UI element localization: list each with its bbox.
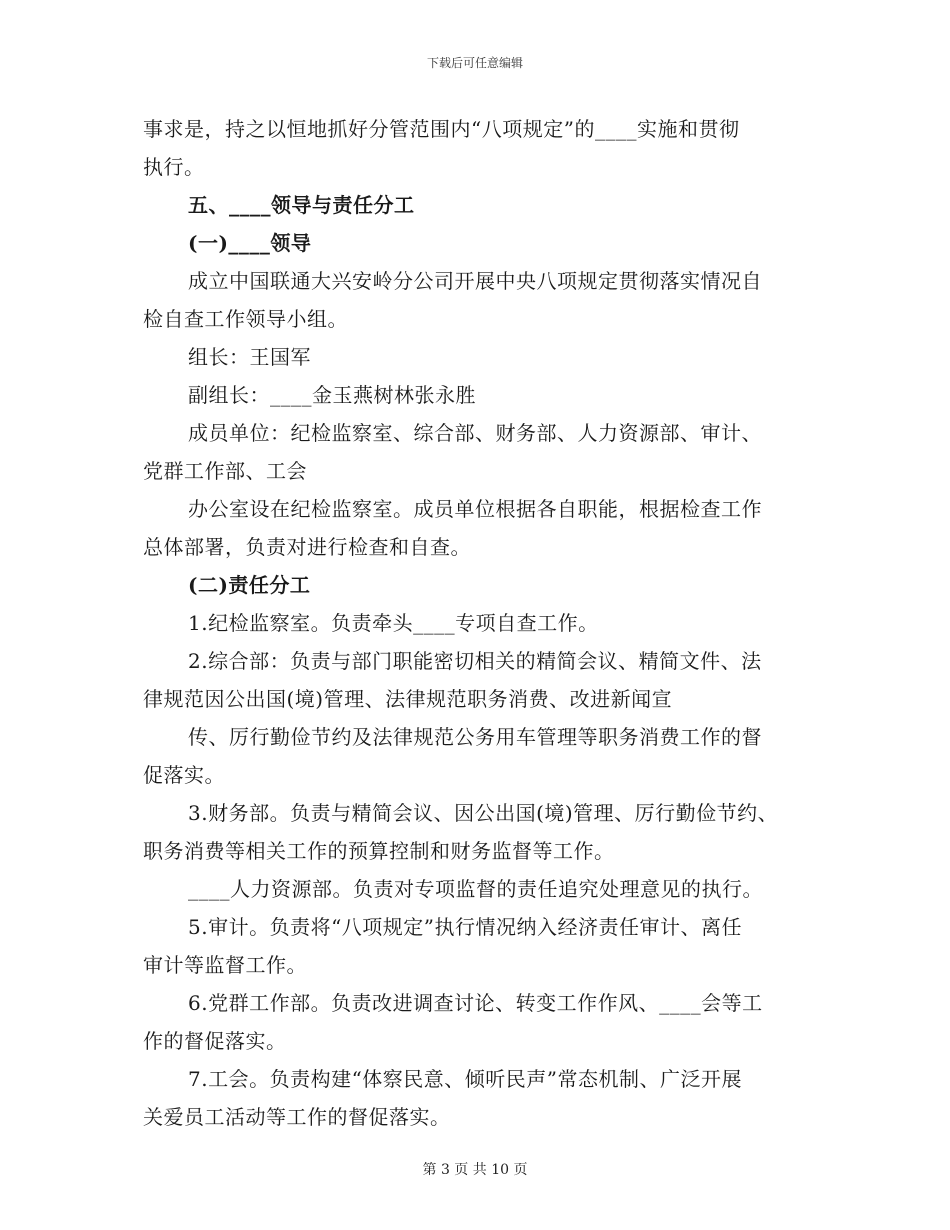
- subsection-heading: [143, 566, 803, 604]
- text-line: 执行。: [143, 155, 205, 179]
- text-line: 事求是，持之以恒地抓好分管范围内“八项规定”的____实施和贯彻: [143, 117, 740, 141]
- page-footer: 第 3 页 共 10 页: [422, 1162, 528, 1178]
- paragraph: [143, 414, 803, 490]
- text-line: 总体部署，负责对进行检查和自查。: [143, 535, 471, 559]
- section-heading: [143, 186, 803, 224]
- text-line: 办公室设在纪检监察室。成员单位根据各自职能，根据检查工作: [188, 497, 762, 521]
- document-body: [143, 110, 803, 1136]
- paragraph: [143, 262, 803, 338]
- subsection-heading: [143, 224, 803, 262]
- text-line: ____人力资源部。负责对专项监督的责任追究处理意见的执行。: [188, 877, 763, 901]
- list-item: [143, 642, 803, 718]
- text-line: 党群工作部、工会: [143, 459, 307, 483]
- text-line: 审计等监督工作。: [143, 953, 307, 977]
- text-line: (一)____领导: [188, 231, 312, 255]
- paragraph: [143, 376, 803, 414]
- text-line: 副组长：____金玉燕树林张永胜: [188, 383, 476, 407]
- text-line: 关爱员工活动等工作的督促落实。: [143, 1105, 451, 1129]
- text-line: 组长：王国军: [188, 345, 311, 369]
- text-line: 2.综合部：负责与部门职能密切相关的精简会议、精简文件、法: [188, 649, 762, 673]
- paragraph: [143, 338, 803, 376]
- text-line: 6.党群工作部。负责改进调查讨论、转变工作作风、____会等工: [188, 991, 763, 1015]
- text-line: 3.财务部。负责与精简会议、因公出国(境)管理、厉行勤俭节约、: [188, 801, 779, 825]
- text-line: 传、厉行勤俭节约及法律规范公务用车管理等职务消费工作的督: [188, 725, 762, 749]
- paragraph: [143, 110, 803, 186]
- text-line: 检自查工作领导小组。: [143, 307, 348, 331]
- text-line: (二)责任分工: [188, 573, 311, 597]
- text-line: 作的督促落实。: [143, 1029, 287, 1053]
- page-header: 下载后可任意编辑: [426, 56, 523, 70]
- text-line: 5.审计。负责将“八项规定”执行情况纳入经济责任审计、离任: [188, 915, 743, 939]
- list-item: [143, 794, 803, 870]
- text-line: 律规范因公出国(境)管理、法律规范职务消费、改进新闻宣: [143, 687, 673, 711]
- text-line: 职务消费等相关工作的预算控制和财务监督等工作。: [143, 839, 615, 863]
- paragraph: [143, 490, 803, 566]
- list-item: [143, 1060, 803, 1136]
- text-line: 促落实。: [143, 763, 225, 787]
- text-line: 成立中国联通大兴安岭分公司开展中央八项规定贯彻落实情况自: [188, 269, 762, 293]
- paragraph: [143, 718, 803, 794]
- text-line: 7.工会。负责构建“体察民意、倾听民声”常态机制、广泛开展: [188, 1067, 743, 1091]
- text-line: 成员单位：纪检监察室、综合部、财务部、人力资源部、审计、: [188, 421, 762, 445]
- text-line: 1.纪检监察室。负责牵头____专项自查工作。: [188, 611, 599, 635]
- list-item: [143, 870, 803, 908]
- list-item: [143, 604, 803, 642]
- list-item: [143, 908, 803, 984]
- text-line: 五、____领导与责任分工: [188, 193, 415, 217]
- list-item: [143, 984, 803, 1060]
